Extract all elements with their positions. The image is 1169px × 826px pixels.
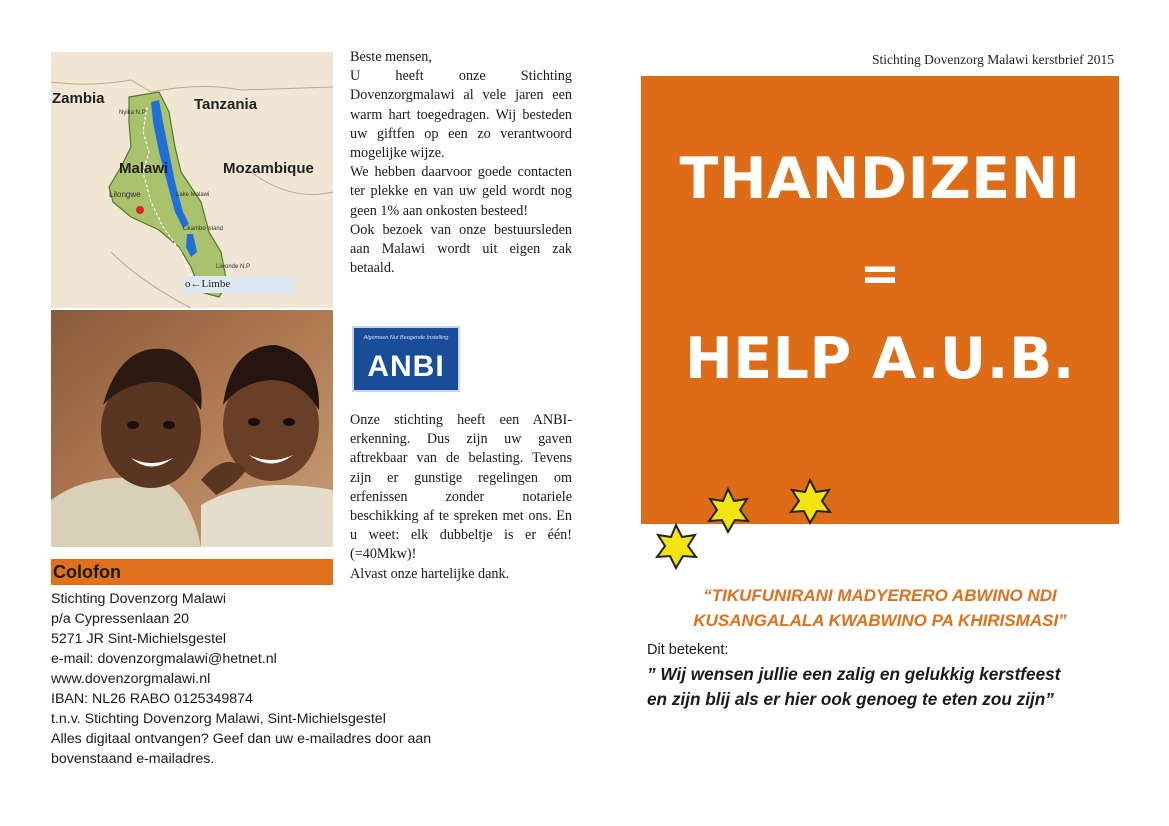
colofon-line: 5271 JR Sint-Michielsgestel [51,631,227,647]
map-place-liwonde: Liwonde N.P [216,264,251,270]
colofon-line: t.n.v. Stichting Dovenzorg Malawi, Sint-Michielsgestel [51,711,386,727]
colofon-line: IBAN: NL26 RABO 0125349874 [51,691,253,707]
colofon-details [51,589,431,769]
map-label-malawi: Malawi [119,160,169,177]
map-label-zambia: Zambia [52,90,105,107]
colofon-website[interactable]: www.dovenzorgmalawi.nl [51,671,211,687]
map-place-lake-malawi: Lake Malawi [176,192,210,198]
letter-paragraph: U heeft onze Stichting Dovenzorgmalawi al vele jaren een warm hart toegedragen. Wij besteden uw giftfen op een zo verantwoord mogelijke wijze. [350,68,572,162]
banner-subtitle: HELP A.U.B. [685,326,1075,392]
map-label-limbe: o←Limbe [183,276,295,293]
map-place-lilongwe: Lilongwe [109,190,141,199]
anbi-paragraph-text: Onze stichting heeft een ANBI-erkenning. Dus zijn uw gaven aftrekbaar van de belasting. Tevens zijn er gunstige regelingen om erfenissen zonder notariele beschikking af te spreken met ons. En u weet: elk dubbeltje is er één! (=40Mkw)! [350,412,572,563]
chichewa-line: “TIKUFUNIRANI MADYERERO ABWINO NDI [703,586,1057,605]
letter-paragraph: We hebben daarvoor goede contacten ter plekke en van uw geld wordt nog geen 1% aan onkosten besteed! [350,164,572,219]
chichewa-greeting [641,583,1119,633]
translation-line: en zijn blij als er hier ook genoeg te eten zou zijn” [647,689,1054,709]
banner-equals: = [859,246,901,302]
colofon-email[interactable]: e-mail: dovenzorgmalawi@hetnet.nl [51,651,277,667]
translation-text [647,662,1127,712]
anbi-logo [352,326,460,392]
colofon-line: Alles digitaal ontvangen? Geef dan uw e-mailadres door aan [51,731,432,747]
map-label-mozambique: Mozambique [223,160,314,177]
letter-text [350,48,572,278]
letter-paragraph: Ook bezoek van onze bestuursleden aan Malawi wordt uit eigen zak betaald. [350,221,572,277]
star-icon [657,525,696,568]
chichewa-line: KUSANGALALA KWABWINO PA KHIRISMASI” [693,611,1067,630]
colofon-line: Stichting Dovenzorg Malawi [51,591,227,607]
banner-title: THANDIZENI [679,146,1081,212]
letter-greeting: Beste mensen, [350,49,432,65]
star-icon [709,489,748,532]
children-photo-graphic [51,310,333,547]
map-place-likambo: Likambo island [183,226,224,232]
colofon-line: bovenstaand e-mailadres. [51,751,215,767]
malawi-map [51,52,333,308]
anbi-logo-subtitle: Algemeen Nut Beogende Instelling [363,335,449,341]
thanks-text: Alvast onze hartelijke dank. [350,565,510,582]
star-icon [791,480,830,523]
map-place-nyika: Nyika N.P [119,110,146,116]
anbi-logo-text: ANBI [367,350,445,383]
children-photo [51,310,333,547]
anbi-paragraph [350,411,572,584]
stars-decoration [640,475,840,585]
banner-box [641,76,1119,524]
page-header: Stichting Dovenzorg Malawi kerstbrief 2015 [872,52,1114,67]
colofon-title: Colofon [53,562,121,582]
map-label-tanzania: Tanzania [194,96,258,113]
translation-line: ” Wij wensen jullie een zalig en gelukkig kerstfeest [647,664,1061,684]
colofon-line: p/a Cypressenlaan 20 [51,611,190,627]
meaning-label: Dit betekent: [647,642,729,658]
